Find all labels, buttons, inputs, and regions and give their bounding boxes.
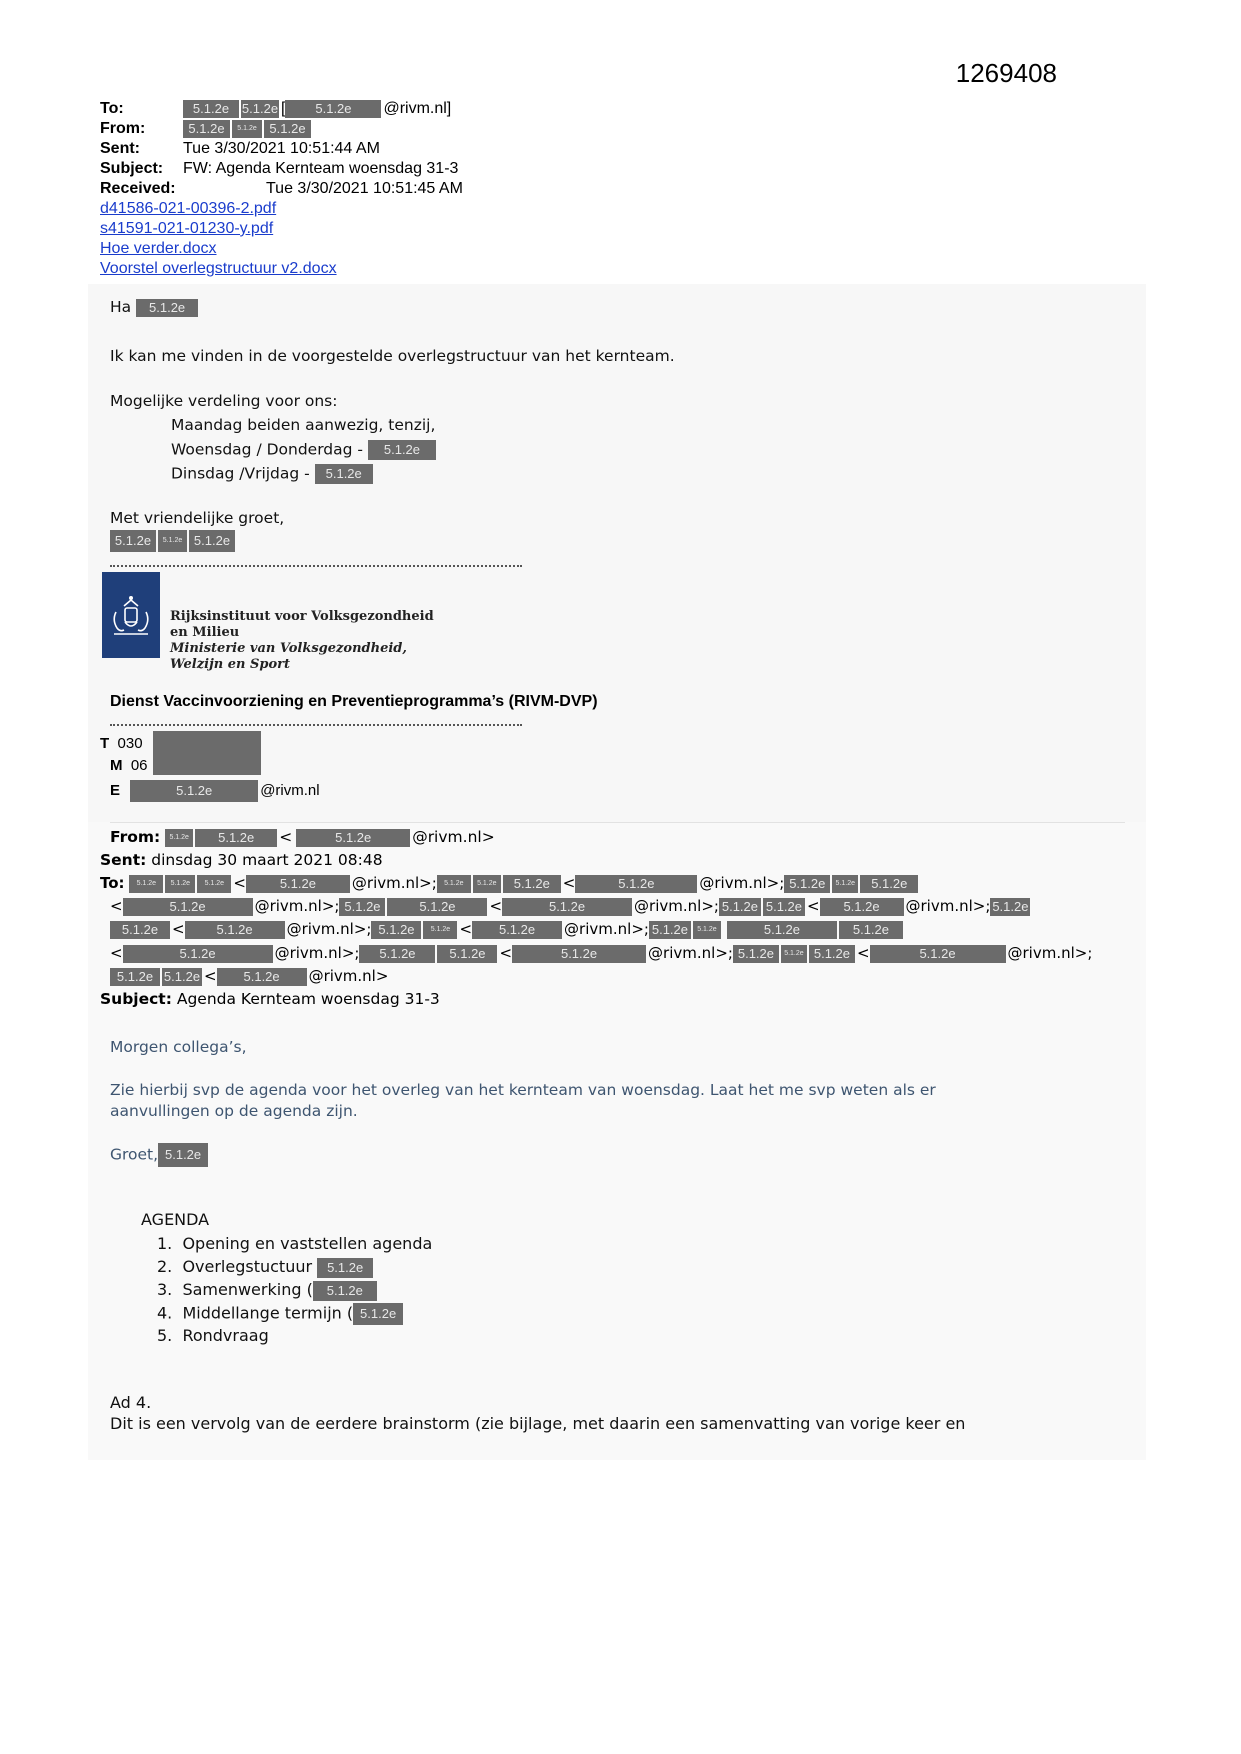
fwd-greeting: Morgen collega’s, [110,1038,247,1056]
attachment-link[interactable]: Hoe verder.docx [100,240,217,257]
lt: < [806,897,820,915]
redaction: 5.1.2e [832,875,858,893]
fwd-from-label: From: [110,828,161,846]
coat-of-arms-icon [102,572,160,658]
redaction: 5.1.2e [512,945,646,963]
redaction: 5.1.2e [197,875,231,893]
addr-suffix: @rivm.nl>; [351,874,437,892]
mobile-label: M [110,757,123,774]
agenda-item: 3. Samenwerking ( 5.1.2e [157,1280,379,1301]
fwd-closing [110,1143,210,1167]
department-name: Dienst Vaccinvoorziening en Preventieprogramma’s (RIVM-DVP) [110,693,598,710]
redaction: 5.1.2e [246,875,350,893]
separator [110,822,1125,823]
redaction: 5.1.2e [809,945,855,963]
mobile-value: 06 [130,757,148,774]
agenda-item-text: Overlegstuctuur [182,1257,313,1276]
redaction: 5.1.2e [123,898,253,916]
fwd-closing-text: Groet, [110,1145,159,1164]
redaction: 5.1.2e [820,898,904,916]
from-value [183,119,313,139]
redaction: 5.1.2e [185,921,285,939]
email-line [110,780,320,802]
from-row [100,119,337,139]
fwd-sent-row [100,851,383,869]
fwd-to-row-4 [110,944,1092,963]
redaction: 5.1.2e [371,921,421,939]
agenda-item: 1. Opening en vaststellen agenda [157,1234,433,1253]
to-row [100,99,452,119]
fwd-subject-row [100,990,440,1008]
agenda-item-text: Samenwerking ( [182,1280,313,1299]
redaction [153,731,261,775]
redaction: 5.1.2e [839,921,903,939]
agenda-item-text: Opening en vaststellen agenda [182,1234,433,1253]
reply-item1: Maandag beiden aanwezig, tenzij, [171,416,436,434]
reply-line1: Ik kan me vinden in de voorgestelde overlegstructuur van het kernteam. [110,347,675,365]
fwd-sent-label: Sent: [100,851,147,869]
reply-item2 [171,440,438,460]
redaction: 5.1.2e [165,875,195,893]
attachment-link[interactable]: d41586-021-00396-2.pdf [100,200,277,217]
redaction: 5.1.2e [870,945,1006,963]
logo-line4: Welzijn en Sport [170,657,291,672]
redaction: 5.1.2e [472,921,562,939]
agenda-item: 4. Middellange termijn ( 5.1.2e [157,1303,405,1325]
email-suffix: @rivm.nl [260,781,320,799]
addr-suffix: @rivm.nl>; [634,897,719,915]
fwd-to-row-5 [110,967,388,986]
redaction: 5.1.2e [763,898,805,916]
redaction: 5.1.2e [136,299,198,317]
sent-label: Sent: [100,140,140,157]
ad-title: Ad 4. [110,1393,152,1412]
phone-label: T [100,735,110,752]
phone-line [100,735,143,752]
fwd-body-1: Zie hierbij svp de agenda voor het overleg van het kernteam van woensdag. Laat het me svp weten als er [110,1081,936,1099]
agenda-item-text: Middellange termijn ( [182,1303,354,1323]
redaction: 5.1.2e [315,464,373,484]
reply-closing: Met vriendelijke groet, [110,509,285,527]
received-value: Tue 3/30/2021 10:51:45 AM [266,180,463,197]
lt: < [204,967,217,985]
lt: < [110,897,123,915]
email-label: E [110,781,121,799]
rivm-logo-text [170,609,434,673]
fwd-sent-value: dinsdag 30 maart 2021 08:48 [151,851,383,869]
attachment-link[interactable]: s41591-021-01230-y.pdf [100,220,274,237]
document-number: 1269408 [955,58,1057,88]
lt: < [110,944,123,962]
redaction: 5.1.2e [130,780,258,802]
ad-text: Dit is een vervolg van de eerdere brainstorm (zie bijlage, met daarin een samenvatting van vorige keer en [110,1414,966,1433]
addr-suffix: @rivm.nl>; [254,897,340,915]
lt: < [233,874,246,892]
divider [110,565,522,567]
addr-suffix: @rivm.nl>; [274,944,360,962]
redaction: 5.1.2e [353,1303,403,1325]
redaction: 5.1.2e [110,968,160,986]
logo-line1: Rijksinstituut voor Volksgezondheid [170,609,434,624]
fwd-from-row [110,828,495,847]
redaction: 5.1.2e [423,921,457,939]
reply-greeting-text: Ha [110,298,132,316]
redaction: 5.1.2e [110,921,170,939]
redaction: 5.1.2e [503,875,561,893]
attachment-link[interactable]: Voorstel overlegstructuur v2.docx [100,260,337,277]
redaction: 5.1.2e [110,530,156,552]
fwd-to-row-3 [110,920,905,939]
reply-item3-text: Dinsdag /Vrijdag - [171,464,310,483]
lt: < [856,944,870,962]
sent-row [100,139,380,159]
agenda-title: AGENDA [141,1210,210,1229]
addr-suffix: @rivm.nl>; [1007,944,1093,962]
redaction: 5.1.2e [359,945,435,963]
addr-suffix: @rivm.nl>; [286,920,372,938]
fwd-to-row-2 [110,897,1032,916]
redaction: 5.1.2e [183,100,239,118]
redaction: 5.1.2e [339,898,385,916]
subject-row [100,159,459,179]
divider [110,724,522,726]
redaction: 5.1.2e [727,921,837,939]
redaction: 5.1.2e [183,120,230,138]
fwd-from-suffix: @rivm.nl> [412,828,495,846]
redaction: 5.1.2e [264,120,311,138]
fwd-subject-value: Agenda Kernteam woensdag 31-3 [176,990,440,1008]
reply-item3 [171,464,375,484]
redaction: 5.1.2e [232,120,262,138]
phone-value: 030 [117,735,143,752]
lt: < [279,828,293,846]
redaction: 5.1.2e [123,945,273,963]
redaction: 5.1.2e [473,875,501,893]
agenda-item: 2. Overlegstuctuur 5.1.2e [157,1257,375,1278]
lt: < [459,920,473,938]
fwd-to-label: To: [100,874,125,892]
redaction: 5.1.2e [992,898,1029,914]
redaction: 5.1.2e [693,921,721,939]
received-row [100,179,463,199]
redaction: 5.1.2e [437,875,471,893]
redaction: 5.1.2e [437,945,497,963]
rijksoverheid-logo [102,572,160,658]
redaction: 5.1.2e [368,440,436,460]
redaction: 5.1.2e [860,875,918,893]
reply-item2-text: Woensdag / Donderdag - [171,440,364,459]
addr-suffix: @rivm.nl>; [564,920,649,938]
redaction: 5.1.2e [129,875,163,893]
redaction: 5.1.2e [317,1258,373,1278]
redaction: 5.1.2e [313,1281,377,1301]
sent-value: Tue 3/30/2021 10:51:44 AM [183,140,380,157]
to-label: To: [100,100,124,117]
fwd-to-row-1 [100,874,920,893]
addr-suffix: @rivm.nl>; [905,897,991,915]
redaction: 5.1.2e [285,100,381,118]
forwarded-panel [88,822,1146,1460]
redaction: 5.1.2e [784,875,830,893]
redaction: 5.1.2e [165,829,193,847]
agenda-item-text: Rondvraag [182,1326,269,1345]
logo-line2: en Milieu [170,625,240,640]
mobile-line [110,757,148,774]
redaction: 5.1.2e [502,898,632,916]
logo-line3: Ministerie van Volksgezondheid, [170,641,407,656]
redaction: 5.1.2e [649,921,691,939]
redaction: 5.1.2e [217,968,307,986]
redaction: 5.1.2e [189,530,235,552]
redaction: 5.1.2e [163,968,201,984]
redaction: 5.1.2e [575,875,697,893]
addr-suffix-last: @rivm.nl> [308,967,389,985]
to-value: 5.1.2e 5.1.2e [ 5.1.2e @rivm.nl] [183,99,451,119]
agenda-item: 5. Rondvraag [157,1326,269,1345]
received-label: Received: [100,180,176,197]
lt: < [499,944,513,962]
lt: < [172,920,185,938]
redaction: 5.1.2e [719,898,761,916]
addr-suffix: @rivm.nl>; [648,944,733,962]
reply-greeting [110,298,200,317]
email-header [100,99,463,279]
redaction: 5.1.2e [733,945,779,963]
lt: < [489,897,503,915]
addr-suffix: @rivm.nl>; [699,874,785,892]
redaction: 5.1.2e [387,898,487,916]
lt: < [562,874,576,892]
signature-name [110,530,237,552]
redaction: 5.1.2e [296,829,410,847]
redaction: 5.1.2e [158,1143,208,1167]
from-label: From: [100,120,146,137]
redaction: 5.1.2e [781,945,807,963]
subject-value: FW: Agenda Kernteam woensdag 31-3 [183,160,459,177]
redaction: 5.1.2e [195,829,277,847]
reply-intro: Mogelijke verdeling voor ons: [110,392,338,410]
redaction: 5.1.2e [158,530,187,552]
to-suffix: @rivm.nl] [383,100,452,117]
subject-label: Subject: [100,160,164,177]
redaction: 5.1.2e [241,100,279,116]
fwd-body-2: aanvullingen op de agenda zijn. [110,1102,358,1120]
fwd-subject-label: Subject: [100,990,172,1008]
